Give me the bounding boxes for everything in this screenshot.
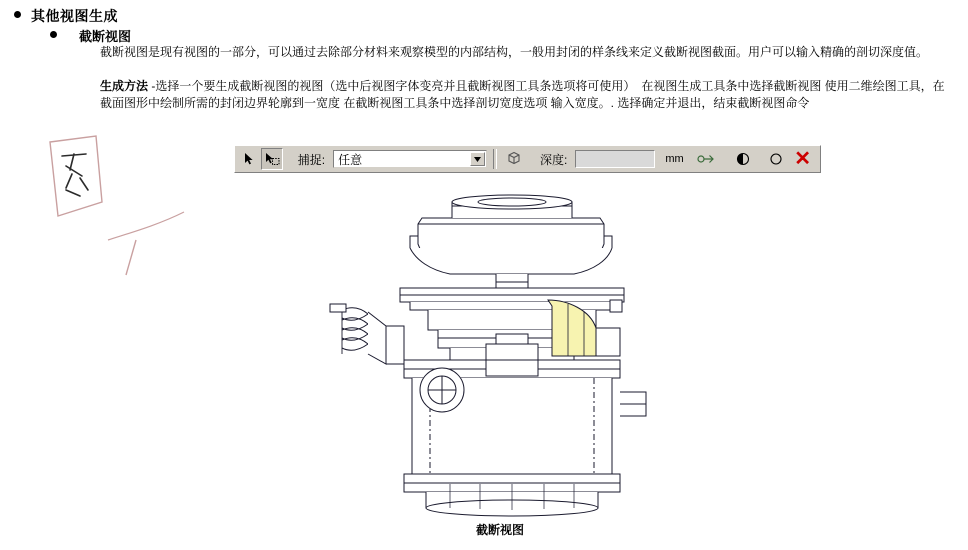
select-arrow-tool-button[interactable] (238, 148, 260, 170)
handwritten-annotation (36, 130, 206, 290)
solid-body-button[interactable] (503, 148, 525, 170)
chevron-down-icon[interactable] (470, 152, 485, 166)
procedure-lead-label: 生成方法 (100, 79, 149, 93)
mechanical-assembly-section-view (300, 178, 720, 518)
figure-caption-label: 截断视图 (475, 523, 524, 537)
depth-input[interactable] (575, 150, 655, 168)
contrast-toggle-button[interactable] (733, 148, 755, 170)
snap-mode-select[interactable] (333, 150, 487, 168)
cursor-region-icon (264, 152, 280, 166)
cube-solid-icon (505, 151, 523, 167)
heading-level-1 (14, 6, 118, 26)
bullet-icon (50, 31, 57, 38)
paragraph-description: 截断视图是现有视图的一部分，可以通过去除部分材料来观察模型的内部结构，一般用封闭的样条线来定义截断视图截面。用户可以输入精确的剖切深度值。 (100, 45, 929, 59)
heading-level-2-label: 截断视图 (79, 29, 132, 44)
circle-outline-icon (769, 152, 783, 166)
figure-caption (0, 521, 968, 538)
snap-mode-value: 任意 (338, 152, 363, 167)
heading-level-2 (50, 26, 131, 45)
half-circle-icon (736, 152, 750, 166)
paragraph-procedure (100, 78, 950, 112)
region-select-tool-button[interactable] (261, 148, 283, 170)
cursor-arrow-icon (242, 152, 256, 166)
depth-unit-label: mm (665, 153, 684, 165)
circle-toggle-button[interactable] (765, 148, 787, 170)
flip-direction-button[interactable] (696, 148, 718, 170)
toolbar-divider (493, 149, 497, 169)
depth-label: 深度: (539, 152, 568, 167)
arrow-out-icon (697, 152, 717, 166)
heading-level-1-label: 其他视图生成 (31, 8, 118, 24)
section-view-toolbar (234, 145, 821, 173)
snap-label: 捕捉: (297, 152, 326, 167)
procedure-text: -选择一个要生成截断视图的视图（选中后视图字体变亮并且截断视图工具条选项将可使用） 在视图生成工具条中选择截断视图 使用二维绘图工具，在截面图形中绘制所需的封闭边界轮廓到一宽度 在截断视图工具条中选择剖切宽度选项 输入宽度。. 选择确定并退出，结束截断视图命令 (100, 79, 945, 110)
close-icon[interactable]: ✕ (794, 148, 811, 170)
bullet-icon (14, 11, 21, 18)
